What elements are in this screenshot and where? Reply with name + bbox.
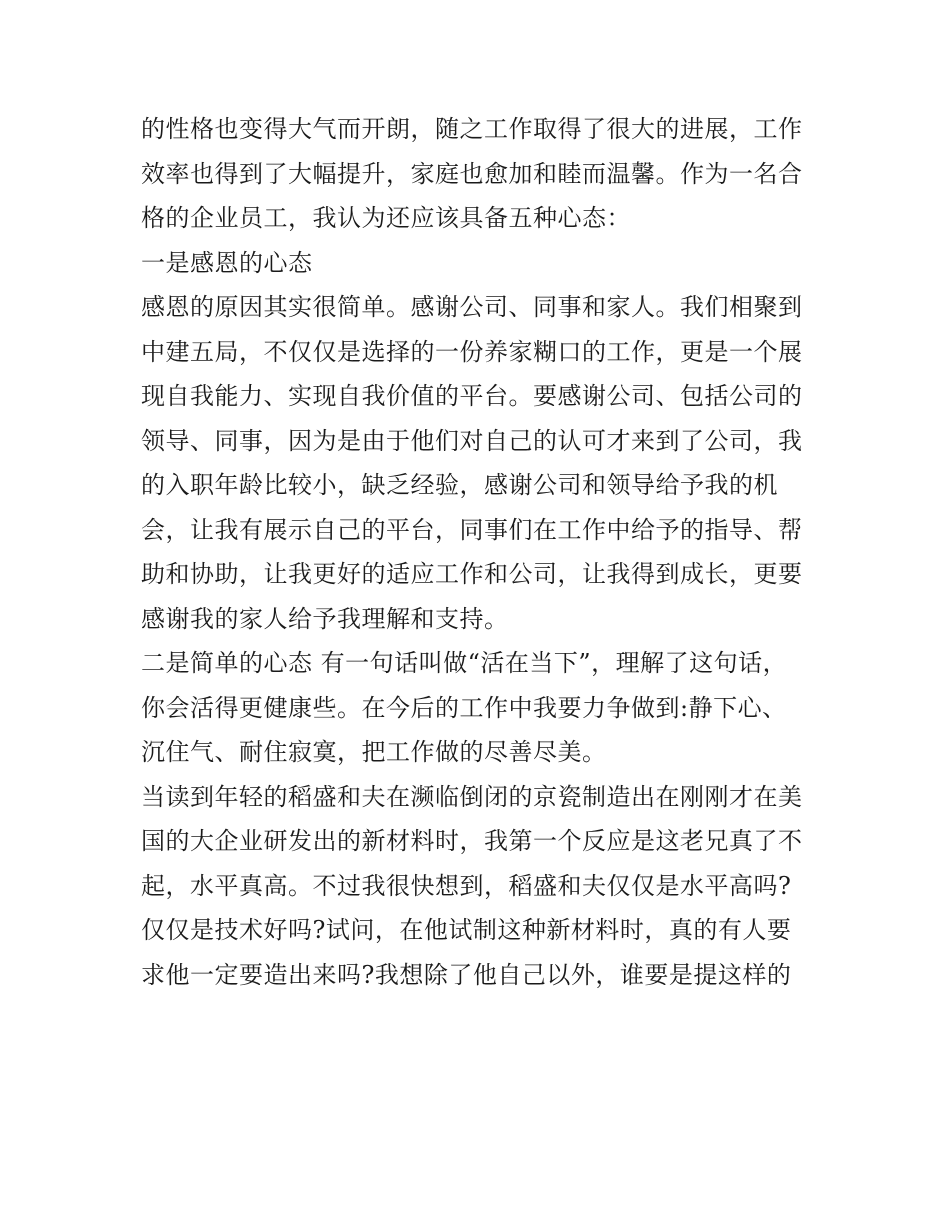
section-heading-simplicity: 二是简单的心态 有一句话叫做“活在当下”，理解了这句话， [141,649,788,677]
text-line: 国的大企业研发出的新材料时，我第一个反应是这老兄真了不 [141,827,803,855]
text-line: 感谢我的家人给予我理解和支持。 [141,604,509,633]
text-line: 效率也得到了大幅提升，家庭也愈加和睦而温馨。作为一名合 [141,159,803,188]
text-line: 你会活得更健康些。在今后的工作中我要力争做到:静下心、 [141,693,787,722]
text-line: 仅仅是技术好吗?试问，在他试制这种新材料时，真的有人要 [141,916,792,944]
text-line: 中建五局，不仅仅是选择的一份养家糊口的工作，更是一个展 [141,337,803,366]
text-line: 起，水平真高。不过我很快想到，稻盛和夫仅仅是水平高吗? [141,871,792,900]
text-line: 感恩的原因其实很简单。感谢公司、同事和家人。我们相聚到 [141,293,803,321]
body-text [141,107,821,997]
text-line: 现自我能力、实现自我价值的平台。要感谢公司、包括公司的 [141,382,803,410]
text-line: 的入职年龄比较小，缺乏经验，感谢公司和领导给予我的机 [141,471,778,499]
text-line: 求他一定要造出来吗?我想除了他自己以外，谁要是提这样的 [141,960,792,989]
text-line: 会，让我有展示自己的平台，同事们在工作中给予的指导、帮 [141,515,803,544]
text-line: 助和协助，让我更好的适应工作和公司，让我得到成长，更要 [141,560,803,588]
text-line: 当读到年轻的稻盛和夫在濒临倒闭的京瓷制造出在刚刚才在美 [141,782,803,811]
section-heading-gratitude: 一是感恩的心态 [141,248,313,277]
text-line: 领导、同事，因为是由于他们对自己的认可才来到了公司，我 [141,426,803,455]
text-line: 格的企业员工，我认为还应该具备五种心态： [141,204,631,232]
text-line: 的性格也变得大气而开朗，随之工作取得了很大的进展，工作 [141,115,803,143]
text-line: 沉住气、耐住寂寞，把工作做的尽善尽美。 [141,738,607,766]
